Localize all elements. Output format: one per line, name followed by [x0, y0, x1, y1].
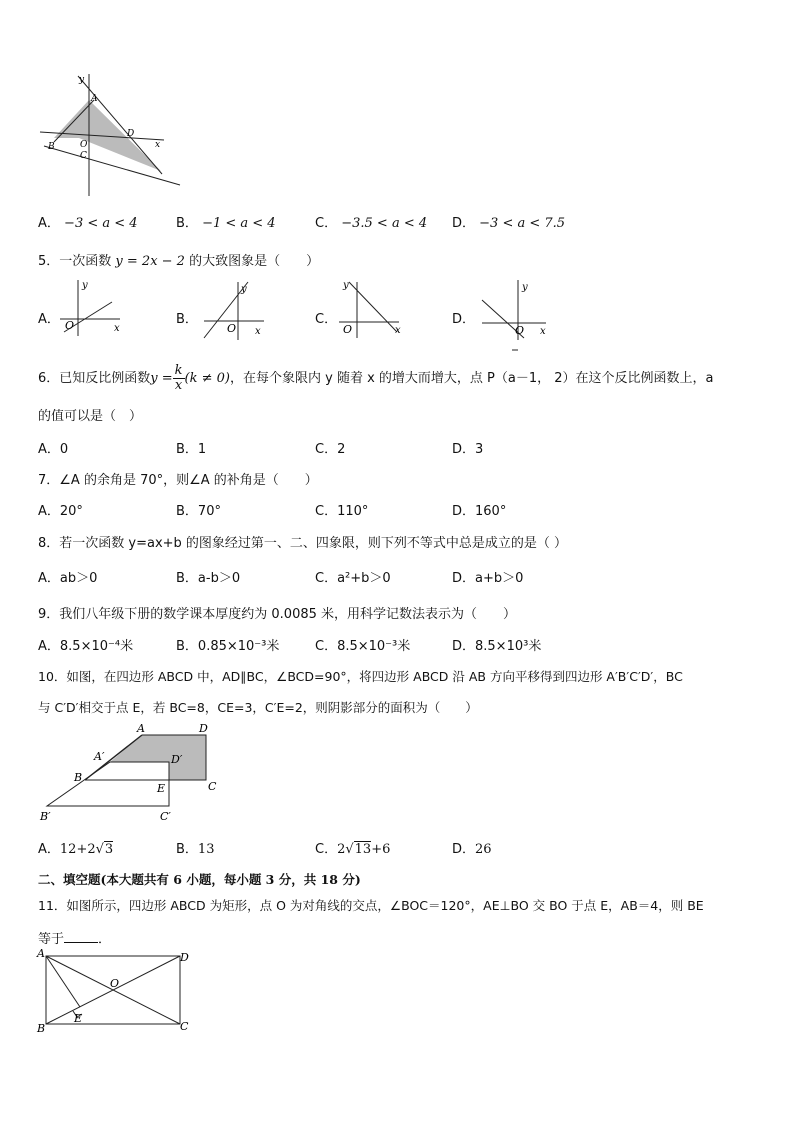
q5-graph-c[interactable]	[337, 278, 409, 340]
q10-label-C-prime: C′	[160, 810, 171, 823]
q4-label-x: x	[155, 140, 161, 150]
q8-option-d[interactable]: D．a+b＞0	[452, 571, 524, 586]
q11-label-C: C	[180, 1020, 189, 1033]
q6-stem: 6．已知反比例函数y = $\frac{k}{x}$ (k ≠ 0)，在每个象限内 y 随着 x 的增大而增大，点 P（a－1， 2）在这个反比例函数上，a	[38, 363, 714, 393]
q7-option-d[interactable]: D．160°	[452, 504, 507, 519]
q5-option-c-letter[interactable]: C．	[315, 312, 338, 327]
svg-text:x: x	[255, 326, 261, 337]
q11-label-B: B	[37, 1022, 46, 1035]
q10-label-D-prime: D′	[171, 753, 183, 766]
q11-label-D: D	[180, 951, 189, 964]
svg-text:x: x	[114, 323, 120, 334]
q6-option-c[interactable]: C．2	[315, 442, 346, 457]
q6-stem-line2: 的值可以是（ ）	[38, 409, 143, 424]
q10-label-C: C	[208, 780, 217, 793]
q9-option-d[interactable]: D．8.5×10³米	[452, 639, 542, 654]
q8-option-c[interactable]: C．a²+b＞0	[315, 571, 391, 586]
q4-label-y: y	[79, 75, 85, 85]
svg-text:O: O	[343, 323, 353, 336]
q10-label-B: B	[74, 771, 83, 784]
q6-option-d[interactable]: D．3	[452, 442, 484, 457]
q4-option-c[interactable]: C． −3.5 < a < 4	[315, 216, 428, 231]
q7-option-a[interactable]: A．20°	[38, 504, 83, 519]
q10-label-E: E	[157, 782, 166, 795]
q9-option-c[interactable]: C．8.5×10⁻³米	[315, 639, 411, 654]
q5-option-a-letter[interactable]: A．	[38, 312, 60, 327]
q11-answer-blank[interactable]	[64, 930, 98, 943]
svg-text:O: O	[227, 322, 237, 335]
q11-label-O: O	[110, 977, 120, 990]
q10-shaded-region	[110, 735, 206, 780]
q6-option-a[interactable]: A．0	[38, 442, 69, 457]
q11-stem-line2: 等于 ．	[38, 932, 112, 947]
q4-option-b[interactable]: B． −1 < a < 4	[176, 216, 276, 231]
q4-label-D: D	[127, 129, 135, 139]
q5-option-d-letter[interactable]: D．	[452, 312, 476, 327]
q8-stem: 8．若一次函数 y=ax+b 的图象经过第一、二、四象限，则下列不等式中总是成立的是（ ）	[38, 536, 568, 551]
section-2-heading: 二、填空题(本大题共有 6 小题，每小题 3 分，共 18 分)	[38, 872, 361, 887]
svg-text:x: x	[395, 325, 401, 336]
q5-graph-a[interactable]	[58, 278, 128, 338]
svg-text:O: O	[65, 319, 75, 332]
q9-option-a[interactable]: A．8.5×10⁻⁴米	[38, 639, 134, 654]
q5-stem: 5．一次函数 y = 2x − 2 的大致图象是（ ）	[38, 254, 320, 269]
q4-label-O: O	[80, 140, 88, 150]
svg-text:x: x	[540, 326, 546, 337]
q4-label-B: B	[48, 142, 55, 152]
q8-option-a[interactable]: A．ab＞0	[38, 571, 98, 586]
q5-graph-d[interactable]	[478, 278, 554, 352]
q10-label-A: A	[137, 722, 145, 735]
svg-text:y: y	[82, 280, 88, 291]
q4-option-a[interactable]: A． −3 < a < 4	[38, 216, 138, 231]
svg-text:y: y	[522, 282, 528, 293]
q10-stem-line1: 10．如图，在四边形 ABCD 中，AD∥BC，∠BCD=90°，将四边形 ABCD 沿 AB 方向平移得到四边形 A′B′C′D′，BC	[38, 669, 683, 684]
q7-option-c[interactable]: C．110°	[315, 504, 369, 519]
q6-option-b[interactable]: B．1	[176, 442, 207, 457]
q11-label-A: A	[37, 947, 45, 960]
q11-stem-line1: 11．如图所示，四边形 ABCD 为矩形，点 O 为对角线的交点，∠BOC＝120°，AE⊥BO 交 BO 于点 E，AB＝4，则 BE	[38, 898, 704, 913]
q10-option-c[interactable]: C．2√13+6	[315, 842, 391, 857]
q5-graph-b[interactable]	[198, 278, 268, 340]
q4-label-A: A	[91, 94, 98, 104]
q10-label-B-prime: B′	[40, 810, 51, 823]
q9-option-b[interactable]: B．0.85×10⁻³米	[176, 639, 280, 654]
q7-option-b[interactable]: B．70°	[176, 504, 221, 519]
q9-stem: 9．我们八年级下册的数学课本厚度约为 0.0085 米，用科学记数法表示为（ ）	[38, 607, 517, 622]
q10-stem-line2: 与 C′D′相交于点 E，若 BC=8，CE=3，C′E=2，则阴影部分的面积为（ ）	[38, 700, 478, 715]
q7-stem: 7．∠A 的余角是 70°，则∠A 的补角是（ ）	[38, 473, 318, 488]
svg-text:y: y	[343, 280, 349, 291]
q11-figure	[34, 946, 196, 1036]
q10-label-A-prime: A′	[94, 750, 105, 763]
svg-text:O: O	[515, 324, 525, 337]
q10-figure	[36, 718, 226, 828]
q8-option-b[interactable]: B．a-b＞0	[176, 571, 241, 586]
svg-text:y: y	[241, 284, 247, 295]
q11-label-E: E	[74, 1012, 83, 1025]
q4-figure	[34, 70, 184, 200]
q4-label-C: C	[80, 151, 87, 161]
q10-option-a[interactable]: A．12+2√3	[38, 842, 114, 857]
q4-option-d[interactable]: D． −3 < a < 7.5	[452, 216, 566, 231]
q10-label-D: D	[199, 722, 208, 735]
q10-option-b[interactable]: B．13	[176, 842, 215, 857]
q10-option-d[interactable]: D．26	[452, 842, 492, 857]
q6-fraction: $\frac{k}{x}$	[174, 363, 183, 393]
q5-option-b-letter[interactable]: B．	[176, 312, 198, 327]
